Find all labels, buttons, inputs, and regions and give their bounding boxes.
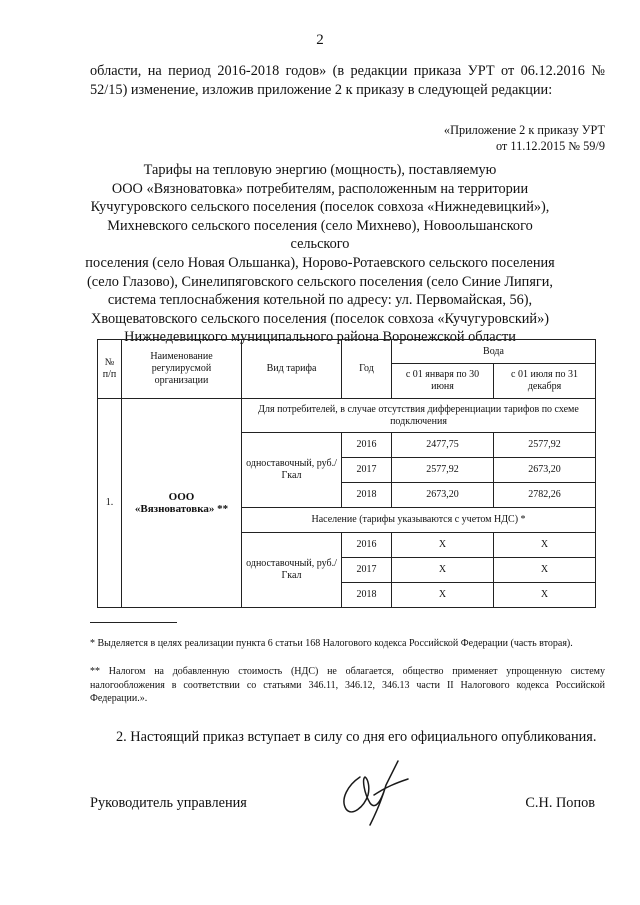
page-number: 2: [316, 32, 324, 48]
tariff-value: Х: [494, 558, 596, 583]
tariff-title: [80, 161, 560, 347]
tariff-value: Х: [494, 583, 596, 608]
intro-paragraph: области, на период 2016-2018 годов» (в редакции приказа УРТ от 06.12.2016 № 52/15) изменение, изложив приложение 2 к приказу в следующей редакции:: [90, 63, 605, 98]
title-line: (село Глазово), Синелипяговского сельского поселения (село Синие Липяги,: [86, 273, 554, 290]
year-cell: 2017: [342, 458, 392, 483]
year-cell: 2018: [342, 483, 392, 508]
row-number: 1.: [98, 399, 122, 608]
org-name-line-2: «Вязноватовка» **: [134, 503, 229, 515]
footnote-1: * Выделяется в целях реализации пункта 6 статьи 168 Налогового кодекса Российской Федерации (часть вторая).: [90, 638, 573, 649]
header-period-2: с 01 июля по 31 декабря: [494, 364, 596, 399]
tariff-value: Х: [392, 583, 494, 608]
header-num: № п/п: [98, 340, 122, 399]
tariff-value: Х: [494, 533, 596, 558]
section-2-label: Население (тарифы указываются с учетом НДС) *: [242, 508, 596, 533]
tariff-value: 2577,92: [494, 433, 596, 458]
handwritten-signature: [330, 755, 425, 830]
tariff-value: 2673,20: [392, 483, 494, 508]
table-header-row: [98, 340, 596, 364]
tariff-value: 2673,20: [494, 458, 596, 483]
tariff-value: 2577,92: [392, 458, 494, 483]
footnote-2: ** Налогом на добавленную стоимость (НДС) не облагается, общество применяет упрощенную систему налогообложения в соответствии со статьями 346.11, 346.12, 346.13 части II Налогового кодекса Российской Федерации.».: [90, 666, 605, 704]
signer-position: Руководитель управления: [90, 795, 247, 811]
tariff-value: Х: [392, 558, 494, 583]
section-1-label: Для потребителей, в случае отсутствия дифференциации тарифов по схеме подключения: [242, 399, 596, 433]
org-name-line-1: ООО: [168, 491, 195, 503]
table-row: [98, 399, 596, 433]
header-period-1: с 01 января по 30 июня: [392, 364, 494, 399]
title-line: Тарифы на тепловую энергию (мощность), поставляемую: [143, 162, 497, 178]
header-year: Год: [342, 340, 392, 399]
title-line: ООО «Вязноватовка» потребителям, расположенным на территории: [111, 180, 529, 197]
year-cell: 2018: [342, 583, 392, 608]
section-2-tariff-type: одноставочный, руб./Гкал: [242, 533, 342, 608]
title-line: Нижнедевицкого муниципального района Воронежской области: [124, 329, 516, 346]
signer-name: С.Н. Попов: [525, 795, 595, 811]
title-line: Михневского сельского поселения (село Михнево), Новоольшанского сельского: [107, 217, 533, 253]
tariff-table: [97, 339, 596, 608]
tariff-value: 2477,75: [392, 433, 494, 458]
title-line: Хвощеватовского сельского поселения (поселок совхоза «Кучугуровский»): [91, 310, 549, 327]
organization-name: [122, 399, 242, 608]
clause-2: 2. Настоящий приказ вступает в силу со дня его официального опубликования.: [116, 729, 597, 745]
year-cell: 2017: [342, 558, 392, 583]
year-cell: 2016: [342, 433, 392, 458]
header-tariff-type: Вид тарифа: [242, 340, 342, 399]
tariff-value: 2782,26: [494, 483, 596, 508]
appendix-reference: [380, 122, 605, 154]
header-org: Наименование регулирусмой организации: [122, 340, 242, 399]
footnote-divider: [90, 622, 177, 623]
appendix-line-1: «Приложение 2 к приказу УРТ: [443, 123, 605, 137]
title-line: Кучугуровского сельского поселения (поселок совхоза «Нижнедевицкий»),: [90, 199, 550, 216]
title-line: система теплоснабжения котельной по адресу: ул. Первомайская, 56),: [107, 292, 533, 309]
appendix-line-2: от 11.12.2015 № 59/9: [495, 139, 605, 153]
title-line: поселения (село Новая Ольшанка), Норово-Ротаевского сельского поселения: [85, 254, 555, 271]
tariff-value: Х: [392, 533, 494, 558]
header-water: Вода: [392, 340, 596, 364]
section-1-tariff-type: одноставочный, руб./Гкал: [242, 433, 342, 508]
year-cell: 2016: [342, 533, 392, 558]
